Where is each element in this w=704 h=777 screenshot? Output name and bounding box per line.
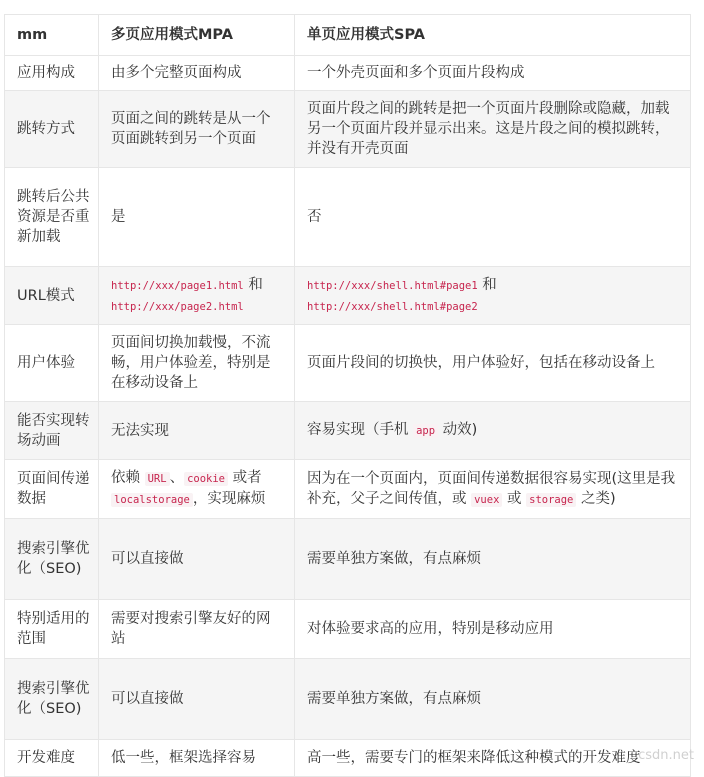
text-part: 因为在一个页面内，页面间传递数据很容易实现(这里是我补充，父子之间传值，或 <box>307 470 676 507</box>
mpa-cell: 低一些，框架选择容易 <box>99 740 295 777</box>
table-row <box>5 600 691 659</box>
separator-text: 和 <box>477 276 497 293</box>
row-label: 页面间传递数据 <box>5 460 99 519</box>
row-label: 能否实现转场动画 <box>5 402 99 460</box>
row-label: 用户体验 <box>5 325 99 402</box>
table-row <box>5 168 691 267</box>
mpa-cell: 页面之间的跳转是从一个页面跳转到另一个页面 <box>99 91 295 168</box>
text-part: 或 <box>502 490 527 507</box>
watermark: csdn.net <box>638 748 694 763</box>
table-row <box>5 460 691 519</box>
spa-cell <box>295 460 691 519</box>
table-row <box>5 659 691 740</box>
url-code: http://xxx/shell.html#page2 <box>307 300 478 313</box>
row-label: 搜索引擎优化（SEO) <box>5 659 99 740</box>
spa-cell <box>295 402 691 460</box>
text-part: 依赖 <box>111 470 145 486</box>
mpa-cell: 页面间切换加载慢，不流畅，用户体验差，特别是在移动设备上 <box>99 325 295 402</box>
spa-cell <box>295 267 691 325</box>
text-part: 之类) <box>576 490 616 507</box>
url-code: http://xxx/page1.html <box>111 279 244 292</box>
url-code: http://xxx/page2.html <box>111 300 244 313</box>
row-label: 跳转后公共资源是否重新加载 <box>5 168 99 267</box>
mpa-cell: 无法实现 <box>99 402 295 460</box>
text-part: 、 <box>169 470 185 486</box>
table-row <box>5 402 691 460</box>
inline-code: cookie <box>184 472 228 486</box>
table-row <box>5 91 691 168</box>
spa-cell: 需要单独方案做，有点麻烦 <box>295 519 691 600</box>
inline-code: app <box>413 424 438 438</box>
header-mpa: 多页应用模式MPA <box>99 15 295 56</box>
text-part: 或者 <box>228 470 262 486</box>
row-label: 搜索引擎优化（SEO) <box>5 519 99 600</box>
spa-cell: 对体验要求高的应用，特别是移动应用 <box>295 600 691 659</box>
spa-cell: 否 <box>295 168 691 267</box>
text-part: ，实现麻烦 <box>192 491 266 507</box>
row-label: 跳转方式 <box>5 91 99 168</box>
text-part: 动效) <box>438 422 478 438</box>
row-label: 开发难度 <box>5 740 99 777</box>
table-row <box>5 56 691 91</box>
spa-cell: 页面片段之间的跳转是把一个页面片段删除或隐藏，加载另一个页面片段并显示出来。这是片段之间的模拟跳转，并没有开壳页面 <box>295 91 691 168</box>
mpa-cell: 由多个完整页面构成 <box>99 56 295 91</box>
header-spa: 单页应用模式SPA <box>295 15 691 56</box>
table-row <box>5 519 691 600</box>
spa-cell: 页面片段间的切换快，用户体验好，包括在移动设备上 <box>295 325 691 402</box>
row-label: URL模式 <box>5 267 99 325</box>
row-label: 应用构成 <box>5 56 99 91</box>
comparison-table <box>4 14 691 777</box>
header-mm: mm <box>5 15 99 56</box>
row-label: 特别适用的范围 <box>5 600 99 659</box>
spa-cell: 需要单独方案做，有点麻烦 <box>295 659 691 740</box>
spa-cell: 一个外壳页面和多个页面片段构成 <box>295 56 691 91</box>
inline-code: vuex <box>471 493 502 507</box>
mpa-cell: 可以直接做 <box>99 519 295 600</box>
table-row <box>5 267 691 325</box>
mpa-cell: 是 <box>99 168 295 267</box>
inline-code: localstorage <box>111 493 193 507</box>
mpa-cell <box>99 267 295 325</box>
spa-cell: 高一些，需要专门的框架来降低这种模式的开发难度 <box>295 740 691 777</box>
table-row <box>5 740 691 777</box>
inline-code: URL <box>145 472 170 486</box>
header-row <box>5 15 691 56</box>
table-row <box>5 325 691 402</box>
url-code: http://xxx/shell.html#page1 <box>307 279 478 292</box>
mpa-cell <box>99 460 295 519</box>
mpa-cell: 可以直接做 <box>99 659 295 740</box>
text-part: 容易实现（手机 <box>307 422 414 438</box>
inline-code: storage <box>526 493 576 507</box>
mpa-cell: 需要对搜索引擎友好的网站 <box>99 600 295 659</box>
separator-text: 和 <box>243 276 263 293</box>
